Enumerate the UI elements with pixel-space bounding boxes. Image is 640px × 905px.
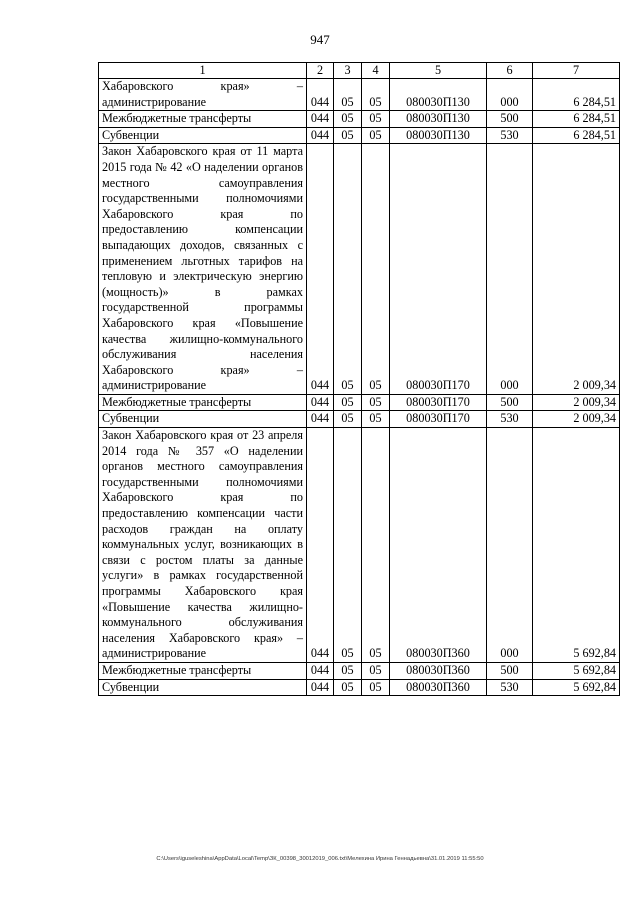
cell-subsection: 05 [362, 411, 390, 428]
cell-subsection: 05 [362, 662, 390, 679]
cell-type: 530 [487, 127, 533, 144]
cell-type: 000 [487, 144, 533, 395]
cell-subsection: 05 [362, 679, 390, 696]
cell-target: 080030П360 [390, 428, 487, 663]
cell-subsection: 05 [362, 111, 390, 128]
cell-code: 044 [307, 144, 334, 395]
cell-target: 080030П130 [390, 127, 487, 144]
cell-amount: 6 284,51 [533, 111, 620, 128]
cell-type: 530 [487, 411, 533, 428]
file-path-footer: C:\Users\iguseleshina\AppData\Local\Temp\ЗК_00398_30012019_006.txt\Мелехина Ирина Геннадьевна\31.01.2019 11:55:50 [156, 856, 484, 862]
cell-code: 044 [307, 79, 334, 111]
table-row [99, 127, 620, 144]
row-name: Межбюджетные трансферты [99, 394, 307, 411]
cell-code: 044 [307, 411, 334, 428]
page-number: 947 [310, 32, 330, 47]
cell-section: 05 [334, 144, 362, 395]
table-row [99, 428, 620, 663]
row-name: Закон Хабаровского края от 23 апреля 2014 года № 357 «О наделении органов местного самоуправления государственными полномочиями Хабаровского края по предоставлению компенсации части расходов граждан на оплату коммунальных услуг, возникающих в связи с ростом платы за данные услуги» в рамках государственной программы Хабаровского края «Повышение качества жилищно-коммунального обслуживания населения Хабаровского края» – администрирование [99, 428, 307, 663]
row-name: Субвенции [99, 127, 307, 144]
cell-code: 044 [307, 394, 334, 411]
cell-code: 044 [307, 679, 334, 696]
header-cell: 7 [533, 63, 620, 79]
cell-type: 500 [487, 111, 533, 128]
table-row [99, 394, 620, 411]
row-name: Межбюджетные трансферты [99, 111, 307, 128]
header-cell: 4 [362, 63, 390, 79]
cell-target: 080030П170 [390, 394, 487, 411]
cell-subsection: 05 [362, 428, 390, 663]
table-row [99, 144, 620, 395]
header-row [99, 63, 620, 79]
cell-type: 500 [487, 662, 533, 679]
cell-target: 080030П170 [390, 411, 487, 428]
cell-type: 500 [487, 394, 533, 411]
row-name: Хабаровского края» – администрирование [99, 79, 307, 111]
cell-code: 044 [307, 127, 334, 144]
cell-type: 000 [487, 428, 533, 663]
cell-section: 05 [334, 428, 362, 663]
cell-subsection: 05 [362, 144, 390, 395]
row-name: Межбюджетные трансферты [99, 662, 307, 679]
cell-amount: 2 009,34 [533, 144, 620, 395]
row-name: Закон Хабаровского края от 11 марта 2015 года № 42 «О наделении органов местного самоуправления государственными полномочиями Хабаровского края по предоставлению компенсации выпадающих доходов, связанных с применением льготных тарифов на тепловую и электрическую энергию (мощность)» в рамках государственной программы Хабаровского края «Повышение качества жилищно-коммунального обслуживания населения Хабаровского края» – администрирование [99, 144, 307, 395]
cell-amount: 6 284,51 [533, 79, 620, 111]
table-row [99, 79, 620, 111]
cell-type: 000 [487, 79, 533, 111]
cell-target: 080030П360 [390, 679, 487, 696]
cell-amount: 5 692,84 [533, 662, 620, 679]
cell-target: 080030П130 [390, 111, 487, 128]
cell-amount: 2 009,34 [533, 411, 620, 428]
table-row [99, 662, 620, 679]
cell-amount: 5 692,84 [533, 428, 620, 663]
cell-subsection: 05 [362, 79, 390, 111]
cell-subsection: 05 [362, 127, 390, 144]
cell-amount: 2 009,34 [533, 394, 620, 411]
table-row [99, 111, 620, 128]
cell-code: 044 [307, 111, 334, 128]
cell-target: 080030П360 [390, 662, 487, 679]
cell-section: 05 [334, 111, 362, 128]
cell-section: 05 [334, 679, 362, 696]
cell-section: 05 [334, 79, 362, 111]
cell-section: 05 [334, 127, 362, 144]
cell-type: 530 [487, 679, 533, 696]
table-row [99, 679, 620, 696]
cell-target: 080030П170 [390, 144, 487, 395]
cell-amount: 5 692,84 [533, 679, 620, 696]
header-cell: 2 [307, 63, 334, 79]
header-cell: 3 [334, 63, 362, 79]
table-row [99, 411, 620, 428]
row-name: Субвенции [99, 411, 307, 428]
cell-amount: 6 284,51 [533, 127, 620, 144]
row-name: Субвенции [99, 679, 307, 696]
cell-section: 05 [334, 394, 362, 411]
cell-section: 05 [334, 662, 362, 679]
cell-section: 05 [334, 411, 362, 428]
cell-code: 044 [307, 428, 334, 663]
header-cell: 6 [487, 63, 533, 79]
header-cell: 5 [390, 63, 487, 79]
budget-table [98, 62, 620, 696]
cell-subsection: 05 [362, 394, 390, 411]
cell-code: 044 [307, 662, 334, 679]
cell-target: 080030П130 [390, 79, 487, 111]
header-cell: 1 [99, 63, 307, 79]
